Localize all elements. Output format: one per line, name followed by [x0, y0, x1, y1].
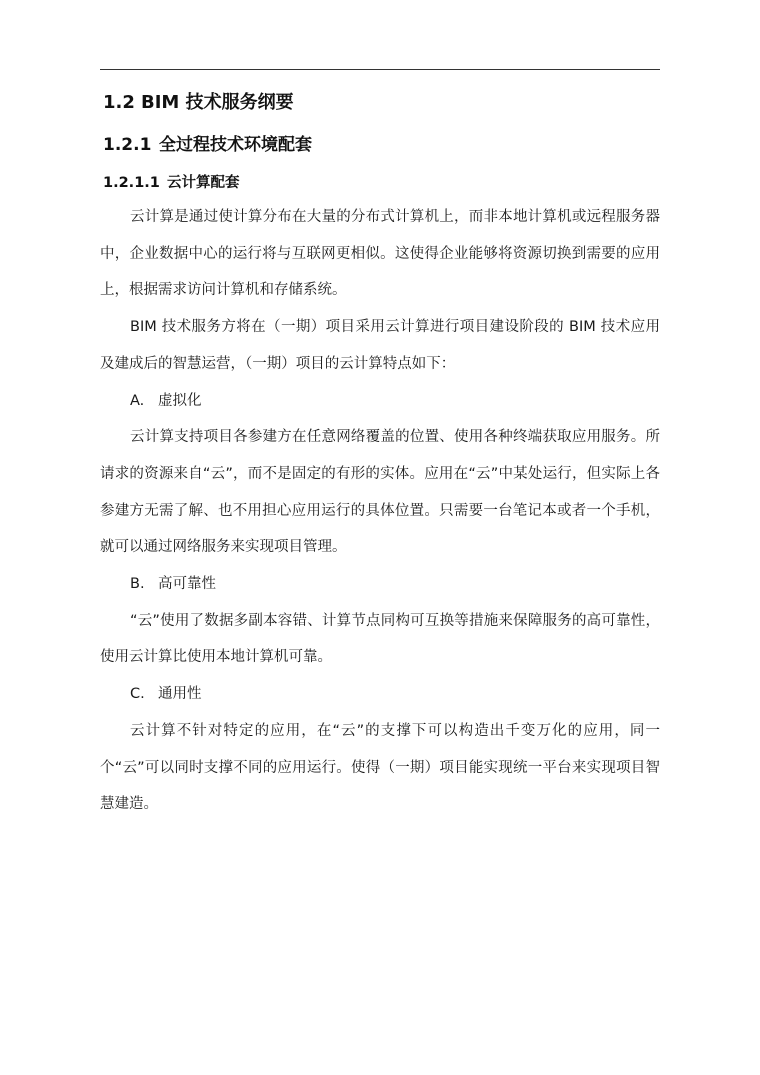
paragraph-bim-plan: BIM 技术服务方将在（一期）项目采用云计算进行项目建设阶段的 BIM 技术应用及建成后的智慧运营，（一期）项目的云计算特点如下：: [100, 319, 660, 372]
list-item-label: 通用性: [158, 686, 202, 703]
list-item-letter: B.: [130, 576, 145, 593]
paragraph-reliability: “云”使用了数据多副本容错、计算节点同构可互换等措施来保障服务的高可靠性，使用云计算比使用本地计算机可靠。: [100, 612, 660, 666]
list-item-generality: [100, 676, 660, 713]
subsubsection-heading: [103, 171, 240, 195]
list-item-letter: C.: [130, 686, 145, 703]
list-item-letter: A.: [130, 392, 145, 409]
paragraph-virtualization: 云计算支持项目各参建方在任意网络覆盖的位置、使用各种终端获取应用服务。所请求的资源来自“云”，而不是固定的有形的实体。应用在“云”中某处运行，但实际上各参建方无需了解、也不用担心应用运行的具体位置。只需要一台笔记本或者一个手机，就可以通过网络服务来实现项目管理。: [100, 429, 660, 556]
subsection-title: 全过程技术环境配套: [159, 135, 312, 155]
section-number: 1.2: [103, 92, 135, 113]
list-item-virtualization: [100, 383, 660, 420]
list-item-label: 虚拟化: [158, 392, 202, 409]
subsection-heading: [103, 132, 312, 158]
paragraph-intro: 云计算是通过使计算分布在大量的分布式计算机上，而非本地计算机或远程服务器中，企业数据中心的运行将与互联网更相似。这使得企业能够将资源切换到需要的应用上，根据需求访问计算机和存储系统。: [100, 209, 660, 299]
section-heading: [103, 90, 294, 116]
subsubsection-number: 1.2.1.1: [103, 175, 160, 191]
section-title: BIM 技术服务纲要: [141, 92, 294, 113]
body-text: [100, 199, 660, 823]
list-item-label: 高可靠性: [158, 576, 216, 593]
header-rule: [100, 69, 660, 70]
list-item-reliability: [100, 566, 660, 603]
paragraph-generality: 云计算不针对特定的应用，在“云”的支撑下可以构造出千变万化的应用，同一个“云”可以同时支撑不同的应用运行。使得（一期）项目能实现统一平台来实现项目智慧建造。: [100, 722, 660, 813]
subsection-number: 1.2.1: [103, 135, 152, 155]
subsubsection-title: 云计算配套: [167, 175, 240, 191]
